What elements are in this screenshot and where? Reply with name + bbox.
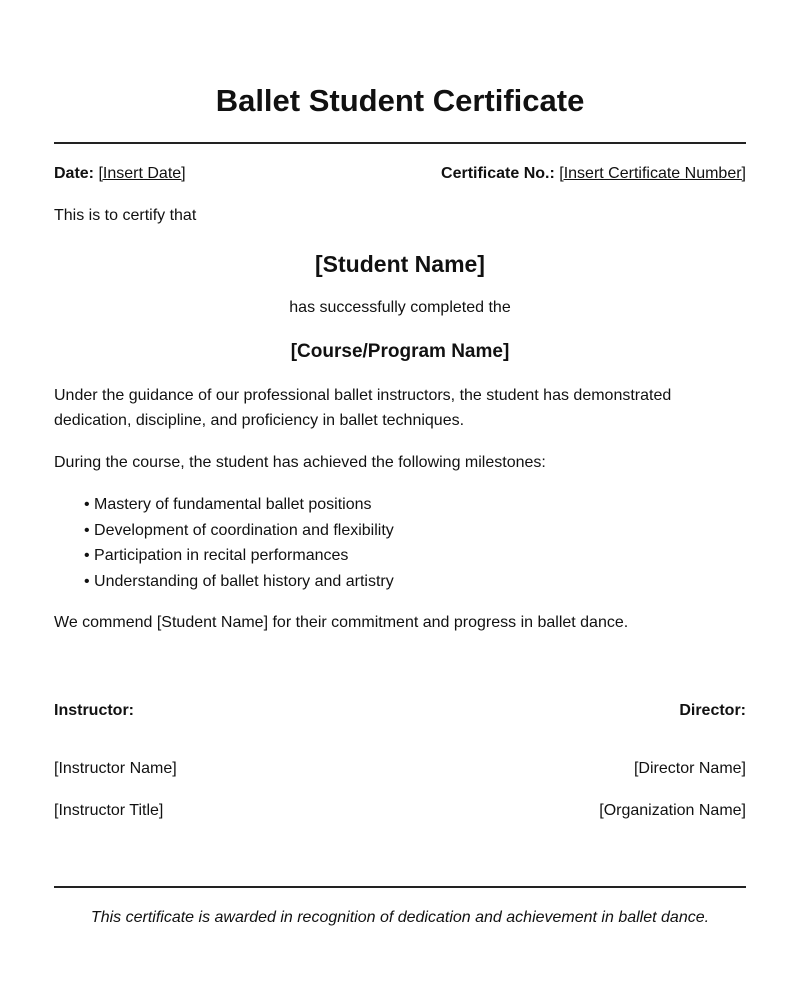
milestones-intro: During the course, the student has achieved the following milestones: bbox=[54, 454, 546, 471]
course-name: [Course/Program Name] bbox=[290, 341, 510, 362]
milestones-list bbox=[84, 492, 394, 594]
instructor-name: [Instructor Name] bbox=[54, 760, 177, 777]
certificate-number-field bbox=[441, 164, 746, 184]
instructor-label: Instructor: bbox=[54, 702, 134, 719]
organization-name: [Organization Name] bbox=[599, 802, 746, 819]
student-name: [Student Name] bbox=[315, 251, 485, 277]
date-label: Date: bbox=[54, 165, 95, 182]
signature-names bbox=[54, 759, 746, 779]
list-item: • Mastery of fundamental ballet positions bbox=[84, 492, 394, 518]
director-label: Director: bbox=[679, 702, 746, 719]
list-item: • Understanding of ballet history and artistry bbox=[84, 569, 394, 595]
commend-text: We commend [Student Name] for their commitment and progress in ballet dance. bbox=[54, 614, 629, 631]
date-value: [Insert Date] bbox=[98, 165, 186, 182]
date-field bbox=[54, 164, 186, 184]
completed-text: has successfully completed the bbox=[289, 299, 511, 316]
bottom-divider bbox=[54, 886, 746, 888]
certify-text: This is to certify that bbox=[54, 207, 197, 224]
footer-text: This certificate is awarded in recognition of dedication and achievement in ballet dance. bbox=[90, 909, 710, 926]
top-divider bbox=[54, 142, 746, 144]
instructor-title: [Instructor Title] bbox=[54, 802, 164, 819]
meta-row bbox=[54, 164, 746, 184]
director-name: [Director Name] bbox=[633, 760, 746, 777]
guidance-paragraph: Under the guidance of our professional ballet instructors, the student has demonstrated dedication, discipline, and proficiency in ballet techniques. bbox=[54, 387, 672, 429]
certificate-title: Ballet Student Certificate bbox=[215, 83, 585, 118]
list-item: • Development of coordination and flexibility bbox=[84, 518, 394, 544]
signature-titles bbox=[54, 801, 746, 821]
list-item: • Participation in recital performances bbox=[84, 543, 394, 569]
signature-labels bbox=[54, 701, 746, 721]
certificate-number-value: [Insert Certificate Number] bbox=[559, 165, 746, 182]
certificate-number-label: Certificate No.: bbox=[441, 165, 555, 182]
